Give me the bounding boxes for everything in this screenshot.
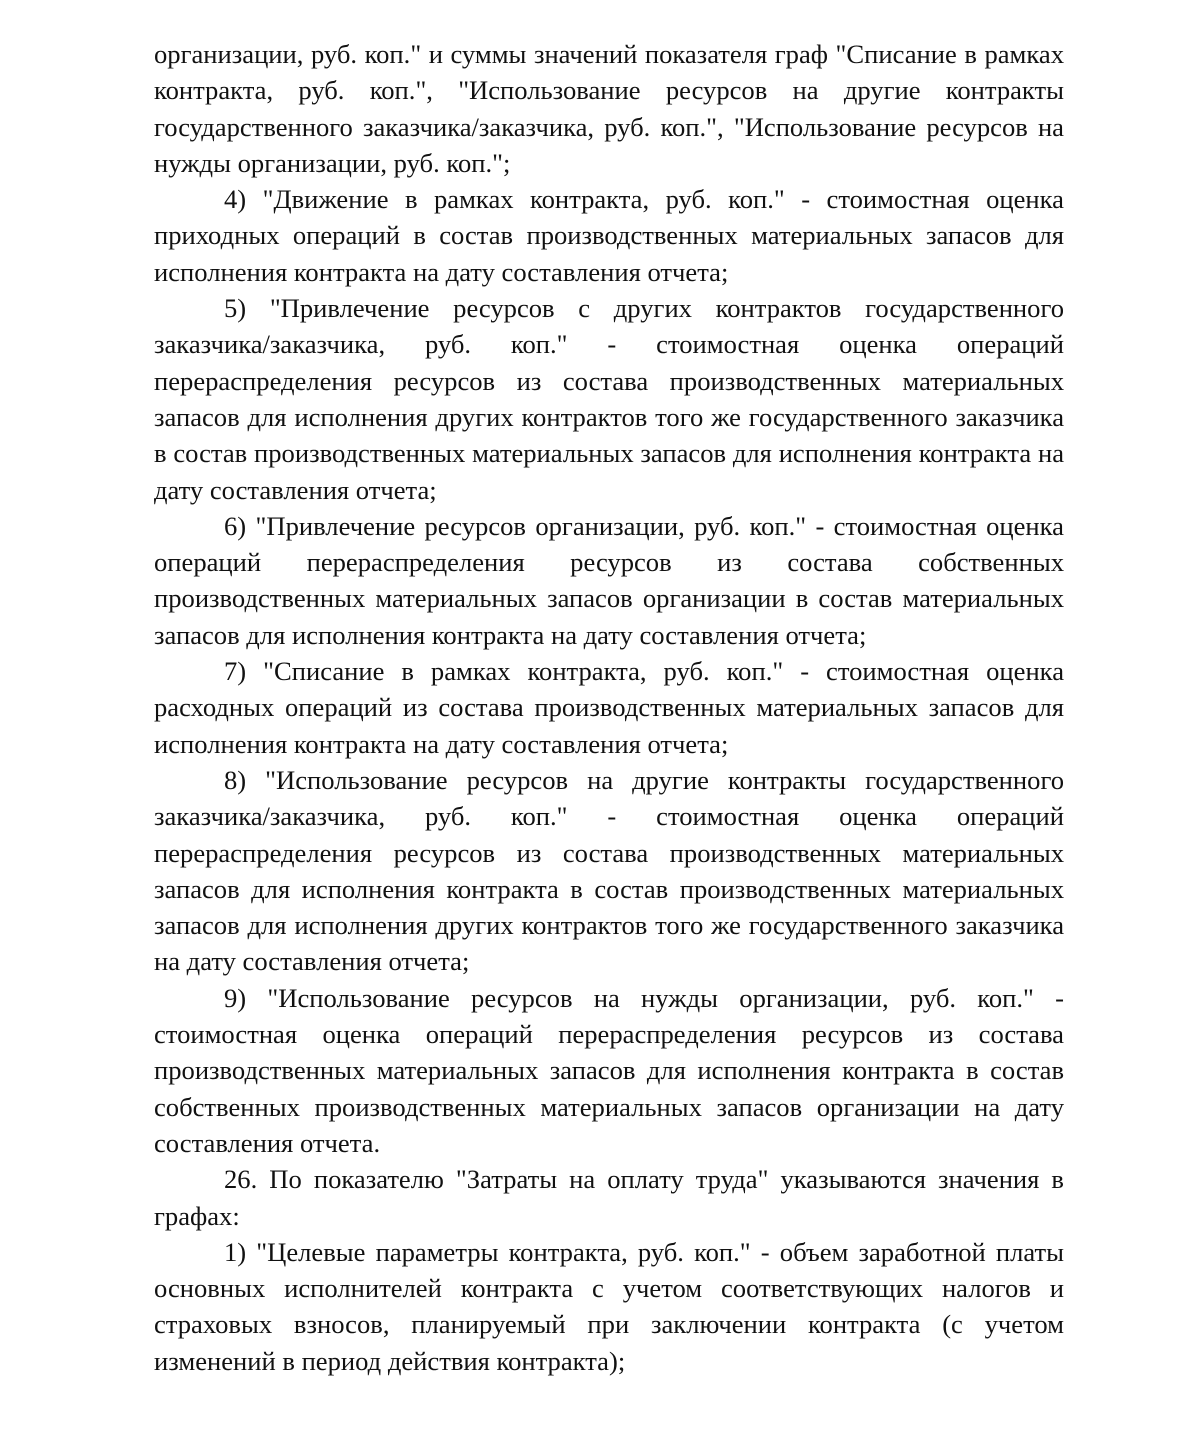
paragraph-item-5: 5) "Привлечение ресурсов с других контрактов государственного заказчика/заказчика, руб. коп." - стоимостная оценка операций перераспределения ресурсов из состава производственных материальных запасов для исполнения других контрактов того же государственного заказчика в состав производственных материальных запасов для исполнения контракта на дату составления отчета; — [154, 293, 1064, 505]
paragraph-item-6: 6) "Привлечение ресурсов организации, руб. коп." - стоимостная оценка операций перераспределения ресурсов из состава собственных производственных материальных запасов организации в состав материальных запасов для исполнения контракта на дату составления отчета; — [154, 510, 1064, 650]
paragraph-section-26: 26. По показателю "Затраты на оплату труда" указываются значения в графах: — [154, 1164, 1064, 1231]
paragraph-continuation: организации, руб. коп." и суммы значений показателя граф "Списание в рамках контракта, руб. коп.", "Использование ресурсов на другие контракты государственного заказчика/заказчика, руб. коп.", "Использование ресурсов на нужды организации, руб. коп."; — [154, 39, 1064, 178]
paragraph-item-4: 4) "Движение в рамках контракта, руб. коп." - стоимостная оценка приходных операций в состав производственных материальных запасов для исполнения контракта на дату составления отчета; — [154, 184, 1064, 287]
paragraph-item-26-1: 1) "Целевые параметры контракта, руб. коп." - объем заработной платы основных исполнителей контракта с учетом соответствующих налогов и страховых взносов, планируемый при заключении контракта (с учетом изменений в период действия контракта); — [154, 1236, 1064, 1376]
paragraph-item-7: 7) "Списание в рамках контракта, руб. коп." - стоимостная оценка расходных операций из состава производственных материальных запасов для исполнения контракта на дату составления отчета; — [154, 656, 1064, 759]
paragraph-item-9: 9) "Использование ресурсов на нужды организации, руб. коп." - стоимостная оценка операций перераспределения ресурсов из состава производственных материальных запасов для исполнения контракта в состав собственных производственных материальных запасов организации на дату составления отчета. — [154, 982, 1064, 1158]
paragraph-item-8: 8) "Использование ресурсов на другие контракты государственного заказчика/заказчика, руб. коп." - стоимостная оценка операций перераспределения ресурсов из состава производственных материальных запасов для исполнения контракта в состав производственных материальных запасов для исполнения других контрактов того же государственного заказчика на дату составления отчета; — [154, 764, 1064, 977]
document-page — [154, 36, 1064, 1379]
